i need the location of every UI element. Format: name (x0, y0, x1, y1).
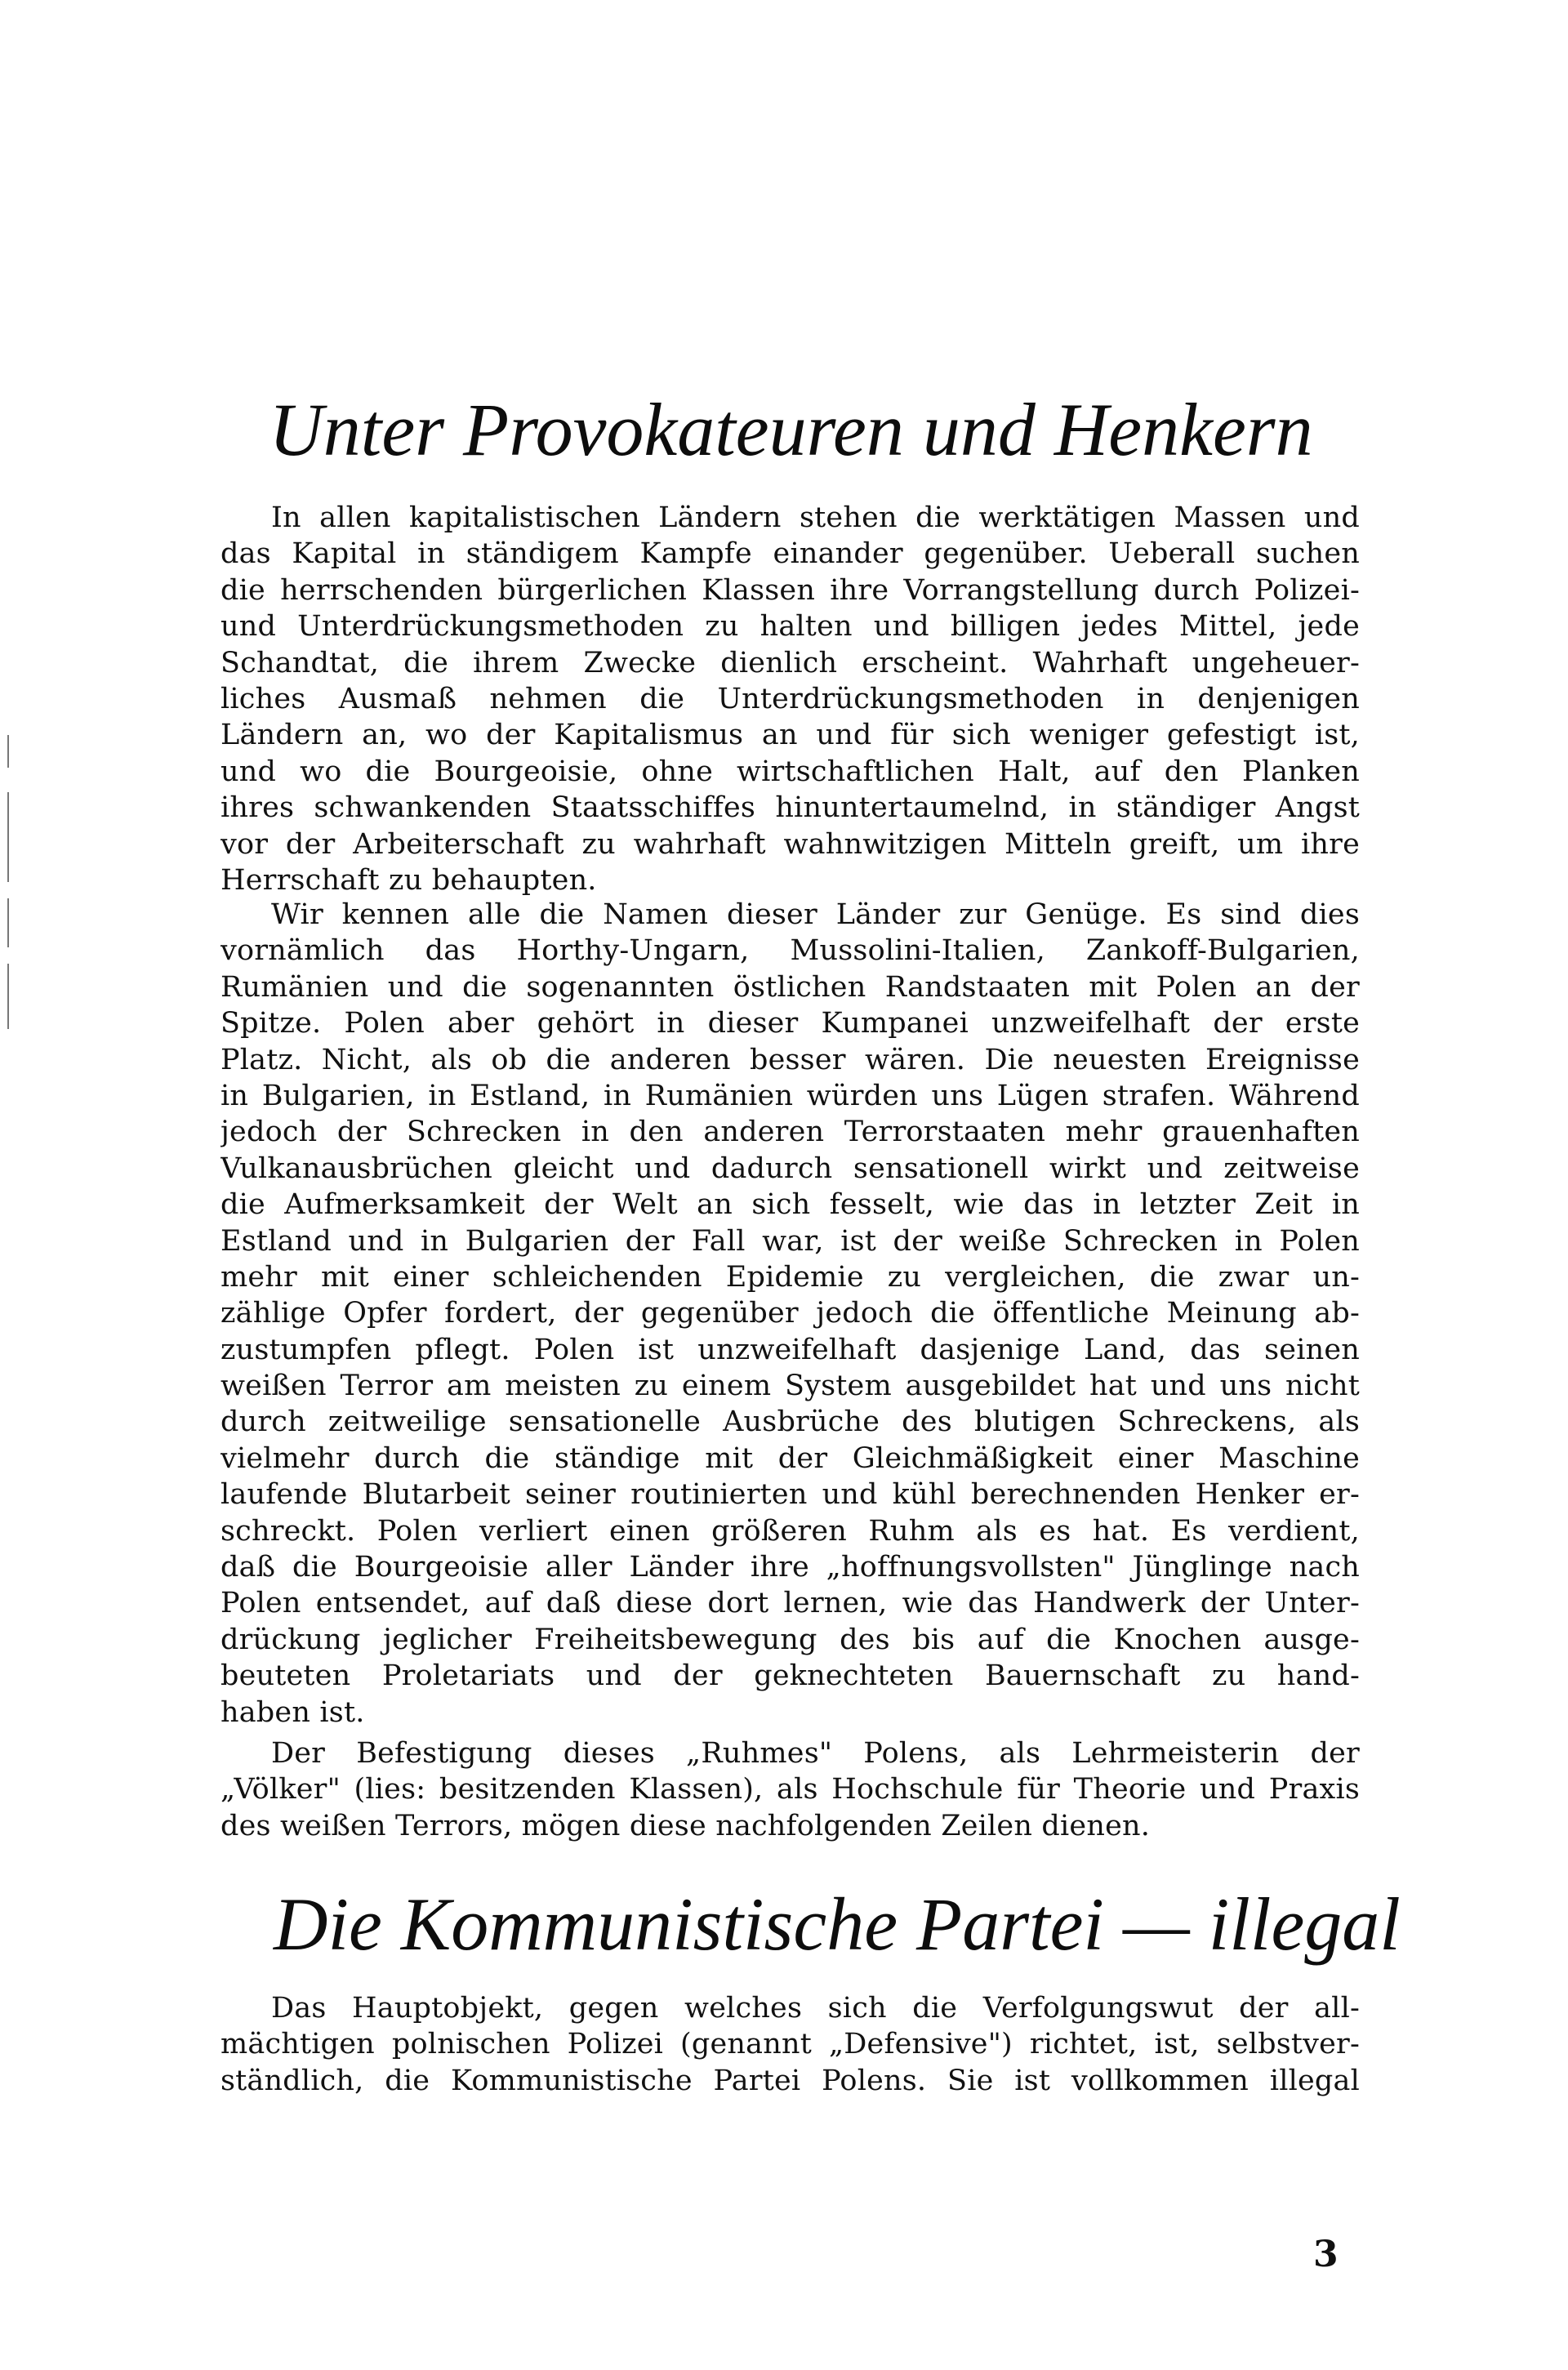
text-line: und wo die Bourgeoisie, ohne wirtschaftlichen Halt, auf den Planken (220, 755, 1360, 788)
text-line: durch zeitweilige sensationelle Ausbrüche des blutigen Schreckens, als (220, 1406, 1360, 1439)
text-line: die Aufmerksamkeit der Welt an sich fesselt, wie das in letzter Zeit in (220, 1188, 1360, 1222)
paragraph-1 (220, 500, 1360, 898)
document-page (220, 0, 1401, 2370)
text-line: Polen entsendet, auf daß diese dort lernen, wie das Handwerk der Unter- (220, 1587, 1360, 1620)
text-line: zählige Opfer fordert, der gegenüber jedoch die öffentliche Meinung ab- (220, 1297, 1360, 1330)
text-line: ständlich, die Kommunistische Partei Polens. Sie ist vollkommen illegal (220, 2064, 1360, 2097)
text-line: des weißen Terrors, mögen diese nachfolgenden Zeilen dienen. (220, 1809, 1151, 1842)
text-line: ihres schwankenden Staatsschiffes hinuntertaumelnd, in ständiger Angst (220, 791, 1360, 825)
scan-mark (7, 898, 9, 947)
text-line: und Unterdrückungsmethoden zu halten und billigen jedes Mittel, jede (220, 610, 1360, 644)
text-line: Wir kennen alle die Namen dieser Länder zur Genüge. Es sind dies (271, 898, 1360, 931)
text-line: schreckt. Polen verliert einen größeren Ruhm als es hat. Es verdient, (220, 1514, 1360, 1548)
text-line: Das Hauptobjekt, gegen welches sich die Verfolgungswut der all- (271, 1992, 1360, 2025)
text-line: weißen Terror am meisten zu einem System ausgebildet hat und uns nicht (220, 1370, 1360, 1403)
scan-mark (7, 964, 9, 1029)
text-line: Spitze. Polen aber gehört in dieser Kumpanei unzweifelhaft der erste (220, 1007, 1360, 1040)
text-line: mächtigen polnischen Polizei (genannt „Defensive") richtet, ist, selbstver- (220, 2028, 1360, 2061)
text-line: vielmehr durch die ständige mit der Gleichmäßigkeit einer Maschine (220, 1441, 1360, 1475)
text-line: liches Ausmaß nehmen die Unterdrückungsmethoden in denjenigen (220, 682, 1360, 715)
text-line: In allen kapitalistischen Ländern stehen die werktätigen Massen und (271, 501, 1360, 534)
text-line: Rumänien und die sogenannten östlichen Randstaaten mit Polen an der (220, 970, 1360, 1004)
page-number: 3 (1313, 2234, 1339, 2275)
text-line: Herrschaft zu behaupten. (220, 863, 597, 897)
page-heading-1: Unter Provokateuren und Henkern (269, 388, 1313, 471)
text-line: Ländern an, wo der Kapitalismus an und für sich weniger gefestigt ist, (220, 719, 1360, 752)
text-line: Der Befestigung dieses „Ruhmes" Polens, als Lehrmeisterin der (271, 1737, 1360, 1770)
text-line: drückung jeglicher Freiheitsbewegung des bis auf die Knochen ausge- (220, 1623, 1360, 1656)
text-line: daß die Bourgeoisie aller Länder ihre „hoffnungsvollsten" Jünglinge nach (220, 1551, 1360, 1584)
text-line: Vulkanausbrüchen gleicht und dadurch sensationell wirkt und zeitweise (220, 1152, 1360, 1185)
paragraph-3 (220, 1735, 1360, 1844)
paragraph-4 (220, 1990, 1360, 2099)
scan-mark (7, 735, 9, 768)
page-heading-2: Die Kommunistische Partei — illegal (274, 1882, 1401, 1966)
text-line: beuteten Proletariats und der geknechteten Bauernschaft zu hand- (220, 1659, 1360, 1693)
text-line: vornämlich das Horthy-Ungarn, Mussolini-Italien, Zankoff-Bulgarien, (220, 934, 1360, 968)
text-line: „Völker" (lies: besitzenden Klassen), als Hochschule für Theorie und Praxis (220, 1773, 1360, 1806)
text-line: haben ist. (220, 1695, 365, 1729)
text-line: in Bulgarien, in Estland, in Rumänien würden uns Lügen strafen. Während (220, 1079, 1360, 1112)
text-line: das Kapital in ständigem Kampfe einander gegenüber. Ueberall suchen (220, 537, 1360, 571)
paragraph-2 (220, 897, 1360, 1731)
text-line: die herrschenden bürgerlichen Klassen ihre Vorrangstellung durch Polizei- (220, 573, 1360, 607)
text-line: mehr mit einer schleichenden Epidemie zu vergleichen, die zwar un- (220, 1260, 1360, 1294)
scan-edge-marks (4, 719, 12, 1045)
text-line: zustumpfen pflegt. Polen ist unzweifelhaft dasjenige Land, das seinen (220, 1333, 1360, 1366)
text-line: Schandtat, die ihrem Zwecke dienlich erscheint. Wahrhaft ungeheuer- (220, 646, 1360, 679)
text-line: vor der Arbeiterschaft zu wahrhaft wahnwitzigen Mitteln greift, um ihre (220, 827, 1360, 861)
text-line: Estland und in Bulgarien der Fall war, ist der weiße Schrecken in Polen (220, 1224, 1360, 1258)
text-line: jedoch der Schrecken in den anderen Terrorstaaten mehr grauenhaften (220, 1116, 1360, 1149)
text-line: laufende Blutarbeit seiner routinierten und kühl berechnenden Henker er- (220, 1478, 1360, 1512)
scan-mark (7, 792, 9, 882)
text-line: Platz. Nicht, als ob die anderen besser wären. Die neuesten Ereignisse (220, 1043, 1360, 1076)
